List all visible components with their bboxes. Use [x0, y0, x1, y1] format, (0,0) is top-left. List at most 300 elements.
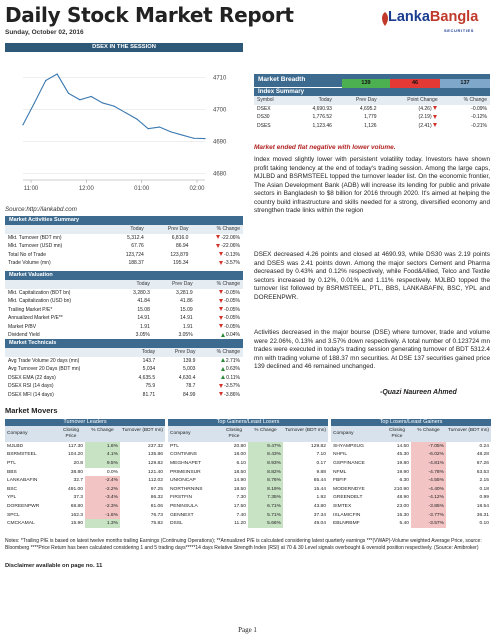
closing-price: 14.90 [233, 478, 246, 484]
commentary-paragraph-2: DSEX decreased 4.26 points and closed at 4690.93, while DS30 was 2.19 points and DSES was 2.41 points down. Among the major sectors Cement and Pharma decreased by 0.43% and 0.12% respectively, while Food&Allied, Telco and Textile sectors increased by 0.12%, 0.01% and 1.11% respectively. MJLBD topped the turnover list followed by BSRMSTEEL, PTL, BBS, LANKABAFIN, BSC, YPL and DOREENPWR. [254, 251, 490, 301]
prev-value: 86.94 [175, 243, 189, 250]
turnover-value: 43.80 [313, 503, 326, 509]
point-change: (2.19) [418, 114, 432, 121]
change-cell [198, 382, 243, 391]
company-name: PTL [7, 460, 16, 466]
turnover-value: 9.88 [316, 469, 326, 475]
change-value: -3.57% [224, 260, 240, 267]
down-arrow-icon [219, 299, 223, 303]
table-header-row [5, 348, 243, 357]
company-name: DOREENPWR [7, 503, 40, 509]
closing-price: 6.10 [236, 460, 246, 466]
table-row [5, 251, 243, 260]
data-point [113, 106, 114, 107]
turnover-value: 135.86 [148, 452, 163, 458]
closing-price: 19.90 [396, 469, 409, 475]
table-row [168, 494, 328, 503]
column-header: Today [116, 280, 153, 289]
pct-change: 8.93% [248, 459, 283, 468]
company-name: PTL [170, 443, 179, 449]
change-value: -22.06% [221, 243, 240, 250]
column-header: Prev Day [153, 280, 196, 289]
change-cell [196, 306, 243, 315]
turnover-value: 86.32 [150, 495, 163, 501]
pct-change: -4.78% [411, 468, 446, 477]
company-name: BSRMSTEEL [7, 452, 37, 458]
report-title: Daily Stock Market Report [5, 3, 294, 27]
closing-price: 18.00 [233, 452, 246, 458]
turnover-value: 129.82 [311, 443, 326, 449]
down-arrow-icon [433, 123, 437, 127]
column-header: Closing Price [383, 426, 411, 442]
table-row [168, 502, 328, 511]
down-arrow-icon [219, 307, 223, 311]
table-row [5, 259, 243, 268]
data-point [170, 131, 171, 132]
turnover-value: 121.40 [148, 469, 163, 475]
today-value: 1,123.46 [312, 122, 332, 129]
up-arrow-icon [221, 367, 225, 371]
breadth-declines: 46 [390, 79, 440, 88]
company-name: GENNEXT [170, 512, 194, 518]
column-header: Prev Day [147, 225, 192, 234]
company-name: MODERNDYE [333, 486, 365, 492]
column-header: Closing Price [57, 426, 85, 442]
column-header: % Change [248, 426, 283, 442]
company-name: ISLAMICFIN [333, 512, 361, 518]
table-row [5, 451, 165, 460]
pct-change: -7.05% [411, 442, 446, 451]
pct-change: -3.4% [85, 494, 120, 503]
turnover-value: 0.24 [479, 443, 489, 449]
closing-price: 37.3 [73, 495, 83, 501]
table-row [5, 374, 243, 383]
turnover-value: 15.44 [313, 486, 326, 492]
prev-value: 84.99 [182, 391, 196, 398]
down-arrow-icon [219, 316, 223, 320]
change-cell [191, 234, 243, 243]
down-arrow-icon [216, 244, 220, 248]
table-header-row [254, 96, 490, 105]
closing-price: 491.00 [68, 486, 83, 492]
turnover-leaders-table [5, 442, 165, 528]
author-signature: -Quazi Naureen Ahmed [380, 389, 457, 396]
turnover-value: 36.31 [476, 512, 489, 518]
today-value: 14.91 [137, 315, 150, 322]
company-name: SPCL [7, 512, 20, 518]
table-header-row [5, 280, 243, 289]
table-row [331, 459, 491, 468]
table-row [254, 105, 490, 114]
page-number: Page 1 [238, 626, 257, 634]
pct-change: 9.5% [85, 459, 120, 468]
closing-price: 48.90 [396, 495, 409, 501]
change-value: -0.05% [224, 298, 240, 305]
table-row [5, 485, 165, 494]
today-value: 4,635.5 [138, 374, 156, 381]
turnover-value: 0.10 [479, 521, 489, 527]
prev-value: 123,879 [170, 251, 189, 258]
data-point [193, 138, 194, 139]
table-row [168, 476, 328, 485]
turnover-value: 65.44 [313, 478, 326, 484]
table-row [5, 391, 243, 400]
down-arrow-icon [219, 290, 223, 294]
company-name: CONTININS [170, 452, 197, 458]
turnover-value: 48.28 [476, 452, 489, 458]
column-header: Turnover (BDT mn) [120, 426, 165, 442]
table-row [5, 365, 243, 374]
pct-change: -2.3% [85, 502, 120, 511]
closing-price: 14.50 [396, 443, 409, 449]
turnover-value: 2.15 [479, 478, 489, 484]
turnover-value: 0.17 [316, 460, 326, 466]
change-value: -3.86% [224, 391, 240, 398]
x-tick-label: 01:00 [134, 186, 150, 192]
x-tick-label: 02:00 [189, 186, 205, 192]
closing-price: 18.50 [233, 486, 246, 492]
logo-tagline: SECURITIES [444, 28, 475, 33]
company-name: NORTHRNINS [170, 486, 203, 492]
prev-value: 4,695.2 [359, 105, 377, 112]
change-value: 2.71% [225, 357, 240, 364]
x-tick-label: 12:00 [78, 186, 94, 192]
turnover-leaders-title: Turnover Leaders [5, 419, 165, 426]
company-name: BSC [7, 486, 18, 492]
turnover-value: 75.82 [150, 521, 163, 527]
data-point [57, 73, 58, 74]
data-point [91, 96, 92, 97]
pct-change: -3.77% [411, 511, 446, 520]
table-row [5, 306, 243, 315]
change-cell [198, 365, 243, 374]
change-value: -22.06% [221, 234, 240, 241]
closing-price: 15.30 [396, 512, 409, 518]
data-point [79, 99, 80, 100]
turnover-value: 97.25 [150, 486, 163, 492]
change-value: -0.05% [224, 315, 240, 322]
row-label: Mkt. Turnover (BDT mn) [8, 234, 62, 241]
pct-change: -0.12% [471, 114, 487, 121]
breadth-advances: 139 [342, 79, 390, 88]
pct-change: 5.71% [248, 511, 283, 520]
company-name: SHYAMPSUG [333, 443, 364, 449]
commentary-paragraph-1: Index moved slightly lower with persistent volatility today. Investors have shown profit taking tendency at the end of today's trading session. Among the large caps, MJLBD and BSRMSTEEL topped the turnover leader list. On the economic frontier, The Asian Development Bank (ADB) will increase its lending for public and private sectors in Bangladesh to $8 billion for 2016 through 2020. It's aimed at helping the country build infrastructure and skills needed for a strong, diversified economy and strengthen trade links within the region [254, 156, 490, 215]
point-change-cell [380, 105, 441, 114]
today-value: 3.05% [135, 332, 150, 339]
gainers-title: Top Gainers/Least Losers [168, 419, 328, 426]
market-activities-table [5, 225, 243, 268]
column-header: % Change [411, 426, 446, 442]
closing-price: 104.20 [68, 452, 83, 458]
dsex-chart-title: DSEX IN THE SESSION [5, 43, 243, 52]
table-row [168, 519, 328, 528]
closing-price: 68.80 [70, 503, 83, 509]
table-header-row [5, 225, 243, 234]
today-value: 143.7 [142, 357, 156, 364]
row-label: Trailing Market P/E* [8, 306, 53, 313]
table-row [5, 242, 243, 251]
table-row [331, 485, 491, 494]
today-value: 5,312.4 [127, 234, 144, 241]
table-row [254, 113, 490, 122]
dsex-chart-plot [5, 52, 243, 203]
company-name: LANKABAFIN [7, 478, 38, 484]
closing-price: 45.30 [396, 452, 409, 458]
change-value: -0.05% [224, 323, 240, 330]
column-header: Prev Day [335, 96, 380, 105]
prev-value: 139.9 [182, 357, 196, 364]
pct-change: -4.55% [411, 476, 446, 485]
row-label: Mkt. Capitalization (USD bn) [8, 298, 72, 305]
turnover-value: 0.18 [479, 486, 489, 492]
change-cell [191, 242, 243, 251]
column-header: % Change [198, 348, 243, 357]
prev-value: 195.34 [173, 260, 189, 267]
pct-change: 6.71% [248, 502, 283, 511]
pct-change: 5.66% [248, 519, 283, 528]
column-header [5, 225, 106, 234]
change-cell [196, 289, 243, 298]
data-point [136, 118, 137, 119]
today-value: 1.91 [140, 323, 150, 330]
change-cell [196, 314, 243, 323]
up-arrow-icon [221, 333, 225, 337]
pct-change: -0.21% [471, 122, 487, 129]
closing-price: 210.90 [394, 486, 409, 492]
closing-price: 17.50 [233, 503, 246, 509]
pct-change: -4.40% [411, 485, 446, 494]
prev-value: 5,003 [182, 366, 196, 373]
commentary-paragraph-3: Activities decreased in the major bourse (DSE) where turnover, trade and volume were 22.06%, 0.13% and 3.57% down respectively. A total number of 0.123724 mn trades were executed in today's trading session generating turnover of BDT 5312.4 mn with trading volume of 188.37 mn securities. At DSE 137 securities gained price 139 declined and 46 remained unchanged. [254, 329, 490, 371]
company-name: FIRSTFIN [170, 495, 193, 501]
today-value: 123,724 [125, 251, 144, 258]
pct-change: -2.2% [85, 485, 120, 494]
table-row [168, 459, 328, 468]
index-symbol: DS30 [257, 114, 270, 121]
closing-price: 20.8 [73, 460, 83, 466]
row-label: DSEX MFI (14 days) [8, 391, 54, 398]
disclaimer: Disclaimer available on page no. 11 [5, 563, 103, 569]
down-arrow-icon [219, 392, 223, 396]
prev-value: 1,126 [364, 122, 377, 129]
down-arrow-icon [433, 115, 437, 119]
company-name: BBS [7, 469, 17, 475]
pct-change: -0.09% [471, 105, 487, 112]
down-arrow-icon [219, 261, 223, 265]
pct-change: -4.81% [411, 459, 446, 468]
pct-change: 1.6% [85, 442, 120, 451]
commentary-headline: Market ended flat negative with lower volume. [254, 144, 396, 151]
pct-change: -3.57% [411, 519, 446, 528]
down-arrow-icon [216, 235, 220, 239]
report-notes: Notes: *Trailing P/E is based on latest twelve months trailing Earnings (Continuing Operations); **Annualized P/E is calculated considering latest quarterly earnings ***(VWAP)-Volume weighted Average Price, source: Bloomberg ****Price Return has been calculated considering 1 and 5 trading days*****14 days Relative Strength Index (RSI) at 70 & 30 Level signals overbought & oversold position respectively. (Source: Amibroker) [5, 538, 482, 551]
data-point [204, 138, 205, 139]
data-point [68, 93, 69, 94]
closing-price: 162.3 [70, 512, 83, 518]
table-row [331, 519, 491, 528]
y-tick-label: 4690 [213, 139, 227, 146]
change-cell [198, 374, 243, 383]
turnover-value: 7.10 [316, 452, 326, 458]
change-value: -0.13% [224, 251, 240, 258]
closing-price: 18.50 [233, 469, 246, 475]
point-change: (4.26) [418, 105, 432, 112]
report-date: Sunday, October 02, 2016 [5, 29, 84, 36]
company-name: FBFIF [333, 478, 347, 484]
point-change: (2.41) [418, 122, 432, 129]
turnover-value: 37.34 [313, 512, 326, 518]
column-header: Turnover (BDT mn) [283, 426, 328, 442]
prev-value: 15.09 [180, 306, 193, 313]
closing-price: 38.80 [70, 469, 83, 475]
table-row [5, 289, 243, 298]
today-value: 188.37 [128, 260, 144, 267]
row-label: Annualized Market P/E** [8, 315, 63, 322]
today-value: 5,034 [142, 366, 156, 373]
change-cell [198, 391, 243, 400]
company-name: MEGHNAPET [170, 460, 201, 466]
prev-value: 14.91 [180, 315, 193, 322]
company-name: PRIMEINSUR [170, 469, 201, 475]
index-symbol: DSES [257, 122, 271, 129]
data-point [22, 124, 23, 125]
column-header: Company [168, 426, 220, 442]
table-row [331, 442, 491, 451]
today-value: 4,690.93 [312, 105, 332, 112]
prev-value: 1.91 [182, 323, 193, 330]
company-name: CMCKAMAL [7, 521, 35, 527]
company-name: PENINSULA [170, 503, 198, 509]
table-row [5, 442, 165, 451]
change-value: -3.57% [224, 383, 240, 390]
today-value: 3,280.3 [133, 289, 150, 296]
gainers-table [168, 442, 328, 528]
closing-price: 20.80 [233, 443, 246, 449]
company-name: UNIONCAP [170, 478, 196, 484]
dsex-chart [5, 43, 243, 203]
losers-table [331, 442, 491, 528]
column-header: Today [292, 96, 335, 105]
column-header: Company [331, 426, 383, 442]
closing-price: 117.30 [68, 443, 83, 449]
column-header: Company [5, 426, 57, 442]
row-label: Trade Volume (mn) [8, 260, 51, 267]
turnover-value: 129.82 [148, 460, 163, 466]
pct-change: -6.02% [411, 451, 446, 460]
row-label: Mkt. Turnover (USD mn) [8, 243, 63, 250]
company-name: MJLBD [7, 443, 24, 449]
column-header [5, 348, 124, 357]
row-label: Avg Trade Volume 20 days (mn) [8, 357, 80, 364]
prev-value: 3.05% [178, 332, 193, 339]
pct-change: 8.82% [248, 468, 283, 477]
pct-change: 0.0% [106, 469, 118, 475]
change-cell [196, 323, 243, 332]
market-technicals-table [5, 348, 243, 399]
closing-price: 19.80 [396, 460, 409, 466]
change-cell [191, 259, 243, 268]
table-row [331, 468, 491, 477]
market-breadth-title: Market Breadth [254, 74, 490, 87]
row-label: DSEX EMA (22 days) [8, 374, 56, 381]
pct-change: -3.85% [411, 502, 446, 511]
table-row [331, 511, 491, 520]
data-point [45, 80, 46, 81]
change-value: -0.05% [224, 289, 240, 296]
turnover-value: 1.92 [316, 495, 326, 501]
company-name: DSSL [170, 521, 183, 527]
turnover-value: 0.99 [479, 495, 489, 501]
pct-change: -2.4% [85, 476, 120, 485]
prev-value: 1,779 [364, 114, 377, 121]
company-name: GREENDELT [333, 495, 363, 501]
turnover-value: 18.54 [476, 503, 489, 509]
column-header [5, 280, 116, 289]
change-cell [191, 251, 243, 260]
change-cell [196, 297, 243, 306]
data-point [182, 134, 183, 135]
row-label: Avg Turnover 20 Days (BDT mn) [8, 366, 81, 373]
column-header: Closing Price [220, 426, 248, 442]
index-summary-table [254, 96, 490, 130]
pct-change: 8.19% [248, 485, 283, 494]
company-name: NHFIL [333, 452, 348, 458]
y-tick-label: 4710 [213, 75, 227, 82]
table-row [254, 122, 490, 131]
up-arrow-icon [221, 375, 225, 379]
table-row [5, 459, 165, 468]
column-header: Turnover (BDT mn) [446, 426, 491, 442]
column-header: Today [124, 348, 158, 357]
row-label: Dividend Yield [8, 332, 40, 339]
down-arrow-icon [219, 384, 223, 388]
turnover-value: 81.06 [150, 503, 163, 509]
table-row [5, 323, 243, 332]
turnover-value: 237.32 [148, 443, 163, 449]
column-header: Point Change [380, 96, 441, 105]
market-movers-title: Market Movers [5, 406, 58, 415]
company-name: EBLNRBMF [333, 521, 360, 527]
table-row [5, 494, 165, 503]
column-header: % Change [196, 280, 243, 289]
pct-change: 8.76% [248, 476, 283, 485]
table-row [331, 476, 491, 485]
closing-price: 7.40 [236, 512, 246, 518]
table-row [168, 485, 328, 494]
table-row [331, 502, 491, 511]
today-value: 41.84 [137, 298, 150, 305]
prev-value: 41.86 [180, 298, 193, 305]
table-row [5, 357, 243, 366]
table-row [168, 511, 328, 520]
prev-value: 4,630.4 [178, 374, 196, 381]
up-arrow-icon [221, 358, 225, 362]
row-label: DSEX RSI (14 days) [8, 383, 54, 390]
pct-change: 1.3% [85, 519, 120, 528]
down-arrow-icon [219, 324, 223, 328]
closing-price: 23.00 [396, 503, 409, 509]
turnover-value: 49.04 [313, 521, 326, 527]
row-label: Total No of Trade [8, 251, 47, 258]
today-value: 67.76 [131, 243, 144, 250]
pct-change: 7.35% [248, 494, 283, 503]
table-row [168, 468, 328, 477]
pct-change: -1.6% [85, 511, 120, 520]
today-value: 75.9 [145, 383, 156, 390]
prev-value: 78.7 [185, 383, 196, 390]
column-header: Prev Day [158, 348, 198, 357]
